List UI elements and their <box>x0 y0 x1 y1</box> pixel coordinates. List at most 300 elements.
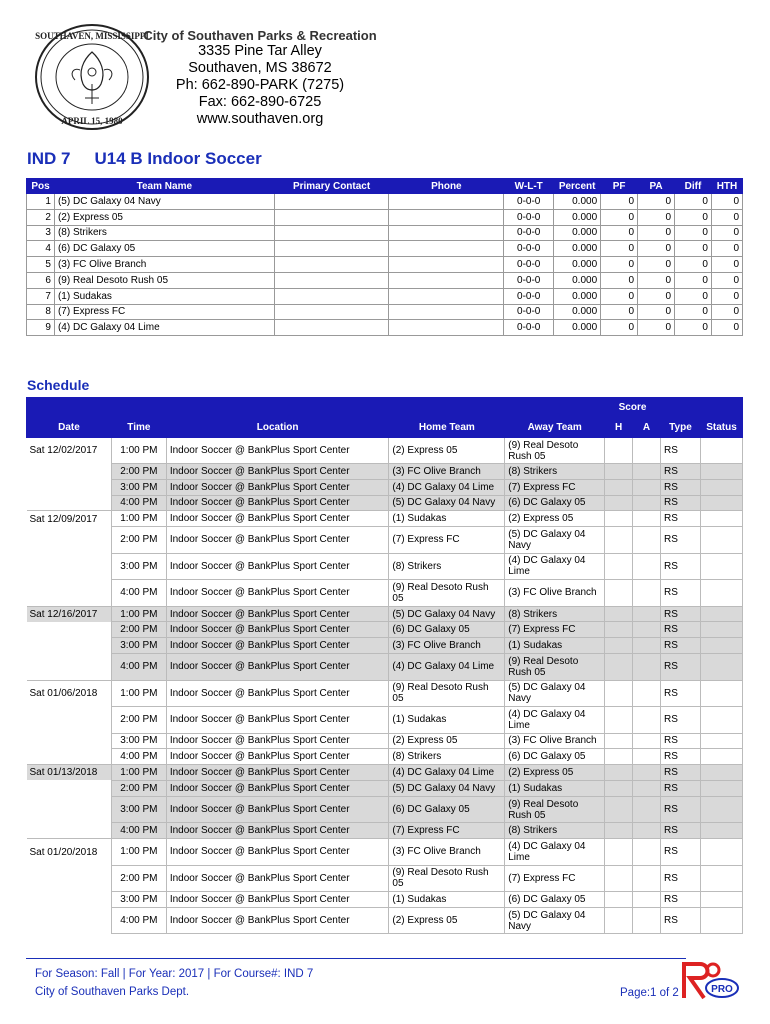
schedule-cell-status <box>700 638 742 654</box>
standings-cell-hth: 0 <box>711 272 742 288</box>
standings-cell-diff: 0 <box>675 272 712 288</box>
schedule-col-status: Status <box>700 418 742 438</box>
standings-col-diff: Diff <box>675 179 712 194</box>
schedule-cell-location: Indoor Soccer @ BankPlus Sport Center <box>166 622 389 638</box>
org-fax: Fax: 662-890-6725 <box>198 94 322 110</box>
schedule-row <box>27 511 743 527</box>
standings-cell-pos: 8 <box>27 304 55 320</box>
standings-cell-pos: 9 <box>27 320 55 336</box>
standings-cell-phone <box>389 288 504 304</box>
schedule-cell-home-team: (5) DC Galaxy 04 Navy <box>389 780 505 796</box>
schedule-cell-home-score <box>605 680 633 707</box>
schedule-cell-away-score <box>633 765 661 781</box>
standings-cell-diff: 0 <box>675 209 712 225</box>
schedule-cell-status <box>700 527 742 554</box>
standings-cell-phone <box>389 194 504 210</box>
schedule-cell-location: Indoor Soccer @ BankPlus Sport Center <box>166 796 389 823</box>
schedule-cell-location: Indoor Soccer @ BankPlus Sport Center <box>166 765 389 781</box>
schedule-cell-home-team: (1) Sudakas <box>389 511 505 527</box>
schedule-cell-away-team: (7) Express FC <box>505 479 605 495</box>
schedule-cell-time: 3:00 PM <box>111 479 166 495</box>
schedule-cell-location: Indoor Soccer @ BankPlus Sport Center <box>166 654 389 681</box>
standings-cell-pos: 1 <box>27 194 55 210</box>
standings-cell-team: (4) DC Galaxy 04 Lime <box>54 320 274 336</box>
schedule-cell-status <box>700 707 742 734</box>
schedule-cell-status <box>700 479 742 495</box>
schedule-cell-type: RS <box>661 733 701 749</box>
schedule-cell-time: 2:00 PM <box>111 464 166 480</box>
standings-cell-contact <box>274 320 389 336</box>
standings-row <box>27 288 743 304</box>
schedule-cell-status <box>700 606 742 622</box>
standings-cell-pa: 0 <box>638 257 675 273</box>
schedule-cell-date <box>27 865 112 892</box>
svg-text:SOUTHAVEN, MISSISSIPPI: SOUTHAVEN, MISSISSIPPI <box>35 31 149 41</box>
standings-cell-pos: 6 <box>27 272 55 288</box>
standings-cell-diff: 0 <box>675 304 712 320</box>
schedule-cell-date <box>27 907 112 934</box>
standings-row <box>27 241 743 257</box>
schedule-cell-home-score <box>605 511 633 527</box>
standings-cell-phone <box>389 257 504 273</box>
schedule-cell-status <box>700 749 742 765</box>
standings-cell-pa: 0 <box>638 320 675 336</box>
schedule-cell-home-score <box>605 438 633 464</box>
schedule-cell-home-team: (9) Real Desoto Rush 05 <box>389 580 505 607</box>
schedule-cell-away-team: (7) Express FC <box>505 865 605 892</box>
schedule-cell-away-team: (1) Sudakas <box>505 638 605 654</box>
schedule-col-time: Time <box>111 418 166 438</box>
standings-cell-pct: 0.000 <box>554 304 601 320</box>
schedule-cell-time: 1:00 PM <box>111 839 166 866</box>
standings-cell-pct: 0.000 <box>554 257 601 273</box>
standings-row <box>27 257 743 273</box>
standings-cell-pa: 0 <box>638 225 675 241</box>
org-address: 3335 Pine Tar Alley <box>198 43 322 59</box>
schedule-cell-home-team: (5) DC Galaxy 04 Navy <box>389 606 505 622</box>
schedule-cell-status <box>700 580 742 607</box>
schedule-cell-time: 4:00 PM <box>111 823 166 839</box>
standings-cell-wlt: 0-0-0 <box>504 257 554 273</box>
schedule-cell-type: RS <box>661 839 701 866</box>
schedule-cell-date <box>27 638 112 654</box>
standings-cell-pf: 0 <box>601 225 638 241</box>
course-name: U14 B Indoor Soccer <box>94 149 262 168</box>
schedule-cell-home-score <box>605 796 633 823</box>
schedule-cell-status <box>700 796 742 823</box>
schedule-cell-status <box>700 907 742 934</box>
schedule-cell-away-score <box>633 733 661 749</box>
schedule-cell-home-team: (6) DC Galaxy 05 <box>389 796 505 823</box>
schedule-cell-home-team: (7) Express FC <box>389 823 505 839</box>
rc-pro-logo <box>680 958 740 1000</box>
schedule-cell-away-score <box>633 796 661 823</box>
schedule-cell-home-team: (3) FC Olive Branch <box>389 638 505 654</box>
schedule-cell-home-score <box>605 527 633 554</box>
schedule-cell-status <box>700 892 742 908</box>
standings-cell-hth: 0 <box>711 194 742 210</box>
schedule-cell-away-team: (5) DC Galaxy 04 Navy <box>505 907 605 934</box>
schedule-cell-away-team: (2) Express 05 <box>505 765 605 781</box>
score-header: Score <box>605 398 661 418</box>
standings-col-phone: Phone <box>389 179 504 194</box>
standings-cell-pct: 0.000 <box>554 288 601 304</box>
schedule-cell-time: 4:00 PM <box>111 749 166 765</box>
standings-row <box>27 304 743 320</box>
footer-dept: City of Southaven Parks Dept. <box>35 986 190 998</box>
schedule-col-home-team: Home Team <box>389 418 505 438</box>
standings-cell-team: (6) DC Galaxy 05 <box>54 241 274 257</box>
schedule-col-location: Location <box>166 418 389 438</box>
schedule-cell-type: RS <box>661 796 701 823</box>
standings-cell-pf: 0 <box>601 241 638 257</box>
schedule-cell-home-score <box>605 839 633 866</box>
schedule-cell-away-team: (5) DC Galaxy 04 Navy <box>505 527 605 554</box>
standings-cell-phone <box>389 225 504 241</box>
schedule-cell-away-team: (4) DC Galaxy 04 Lime <box>505 707 605 734</box>
schedule-row <box>27 606 743 622</box>
schedule-cell-away-score <box>633 479 661 495</box>
standings-cell-pct: 0.000 <box>554 241 601 257</box>
standings-cell-team: (5) DC Galaxy 04 Navy <box>54 194 274 210</box>
standings-cell-wlt: 0-0-0 <box>504 209 554 225</box>
standings-cell-pf: 0 <box>601 320 638 336</box>
standings-table <box>26 178 743 336</box>
schedule-cell-status <box>700 823 742 839</box>
schedule-cell-status <box>700 680 742 707</box>
schedule-cell-home-score <box>605 733 633 749</box>
standings-cell-pct: 0.000 <box>554 225 601 241</box>
standings-cell-diff: 0 <box>675 320 712 336</box>
standings-cell-contact <box>274 304 389 320</box>
schedule-cell-type: RS <box>661 580 701 607</box>
schedule-row <box>27 464 743 480</box>
schedule-cell-type: RS <box>661 464 701 480</box>
standings-header-row <box>27 179 743 194</box>
standings-cell-pa: 0 <box>638 194 675 210</box>
schedule-cell-away-team: (4) DC Galaxy 04 Lime <box>505 839 605 866</box>
schedule-row <box>27 892 743 908</box>
schedule-row <box>27 733 743 749</box>
schedule-cell-location: Indoor Soccer @ BankPlus Sport Center <box>166 495 389 511</box>
standings-cell-hth: 0 <box>711 241 742 257</box>
standings-cell-contact <box>274 288 389 304</box>
standings-row <box>27 209 743 225</box>
schedule-cell-status <box>700 464 742 480</box>
schedule-cell-date: Sat 01/20/2018 <box>27 839 112 866</box>
schedule-cell-time: 2:00 PM <box>111 622 166 638</box>
schedule-cell-away-score <box>633 527 661 554</box>
schedule-cell-away-team: (9) Real Desoto Rush 05 <box>505 438 605 464</box>
schedule-cell-home-team: (5) DC Galaxy 04 Navy <box>389 495 505 511</box>
schedule-cell-away-team: (3) FC Olive Branch <box>505 733 605 749</box>
schedule-cell-type: RS <box>661 680 701 707</box>
standings-cell-pos: 5 <box>27 257 55 273</box>
schedule-cell-location: Indoor Soccer @ BankPlus Sport Center <box>166 680 389 707</box>
schedule-cell-date <box>27 622 112 638</box>
schedule-cell-home-score <box>605 780 633 796</box>
schedule-cell-location: Indoor Soccer @ BankPlus Sport Center <box>166 733 389 749</box>
schedule-cell-type: RS <box>661 765 701 781</box>
schedule-row <box>27 865 743 892</box>
org-header <box>110 28 410 128</box>
schedule-cell-type: RS <box>661 823 701 839</box>
schedule-row <box>27 823 743 839</box>
schedule-table <box>26 397 743 934</box>
schedule-cell-away-team: (8) Strikers <box>505 606 605 622</box>
schedule-cell-home-score <box>605 707 633 734</box>
standings-cell-pf: 0 <box>601 257 638 273</box>
schedule-cell-type: RS <box>661 495 701 511</box>
standings-cell-contact <box>274 194 389 210</box>
standings-cell-hth: 0 <box>711 288 742 304</box>
standings-cell-pf: 0 <box>601 272 638 288</box>
schedule-cell-date: Sat 12/02/2017 <box>27 438 112 464</box>
standings-cell-wlt: 0-0-0 <box>504 320 554 336</box>
schedule-cell-location: Indoor Soccer @ BankPlus Sport Center <box>166 907 389 934</box>
schedule-row <box>27 438 743 464</box>
org-website: www.southaven.org <box>196 111 324 127</box>
standings-cell-team: (3) FC Olive Branch <box>54 257 274 273</box>
schedule-row <box>27 796 743 823</box>
standings-col-w-l-t: W-L-T <box>504 179 554 194</box>
schedule-cell-date <box>27 892 112 908</box>
schedule-cell-time: 4:00 PM <box>111 495 166 511</box>
standings-cell-pos: 4 <box>27 241 55 257</box>
schedule-cell-date <box>27 479 112 495</box>
schedule-cell-date <box>27 796 112 823</box>
schedule-cell-away-score <box>633 707 661 734</box>
schedule-cell-date <box>27 707 112 734</box>
schedule-cell-away-score <box>633 606 661 622</box>
standings-cell-phone <box>389 241 504 257</box>
schedule-cell-status <box>700 839 742 866</box>
schedule-cell-date <box>27 823 112 839</box>
schedule-cell-home-team: (4) DC Galaxy 04 Lime <box>389 479 505 495</box>
schedule-cell-away-team: (9) Real Desoto Rush 05 <box>505 796 605 823</box>
schedule-cell-type: RS <box>661 654 701 681</box>
schedule-row <box>27 638 743 654</box>
standings-row <box>27 225 743 241</box>
schedule-cell-home-score <box>605 479 633 495</box>
schedule-cell-type: RS <box>661 780 701 796</box>
standings-cell-contact <box>274 209 389 225</box>
svg-text:PRO: PRO <box>711 984 733 995</box>
schedule-cell-status <box>700 765 742 781</box>
schedule-cell-away-team: (6) DC Galaxy 05 <box>505 749 605 765</box>
org-name: City of Southaven Parks & Recreation <box>143 28 377 43</box>
standings-cell-hth: 0 <box>711 320 742 336</box>
schedule-cell-away-score <box>633 438 661 464</box>
schedule-cell-location: Indoor Soccer @ BankPlus Sport Center <box>166 749 389 765</box>
schedule-cell-home-team: (4) DC Galaxy 04 Lime <box>389 654 505 681</box>
schedule-row <box>27 527 743 554</box>
standings-cell-pa: 0 <box>638 241 675 257</box>
schedule-cell-away-team: (1) Sudakas <box>505 780 605 796</box>
schedule-cell-home-team: (4) DC Galaxy 04 Lime <box>389 765 505 781</box>
schedule-cell-location: Indoor Soccer @ BankPlus Sport Center <box>166 780 389 796</box>
schedule-col-date: Date <box>27 418 112 438</box>
schedule-cell-location: Indoor Soccer @ BankPlus Sport Center <box>166 527 389 554</box>
schedule-cell-type: RS <box>661 479 701 495</box>
standings-cell-phone <box>389 320 504 336</box>
schedule-cell-home-team: (2) Express 05 <box>389 438 505 464</box>
schedule-cell-location: Indoor Soccer @ BankPlus Sport Center <box>166 553 389 580</box>
schedule-cell-home-score <box>605 580 633 607</box>
standings-cell-wlt: 0-0-0 <box>504 225 554 241</box>
schedule-cell-date <box>27 580 112 607</box>
schedule-cell-location: Indoor Soccer @ BankPlus Sport Center <box>166 606 389 622</box>
schedule-cell-date <box>27 749 112 765</box>
standings-cell-pa: 0 <box>638 304 675 320</box>
standings-cell-pa: 0 <box>638 272 675 288</box>
schedule-cell-location: Indoor Soccer @ BankPlus Sport Center <box>166 839 389 866</box>
schedule-cell-home-score <box>605 654 633 681</box>
schedule-cell-time: 1:00 PM <box>111 438 166 464</box>
schedule-cell-away-score <box>633 680 661 707</box>
schedule-cell-time: 4:00 PM <box>111 907 166 934</box>
schedule-cell-away-score <box>633 865 661 892</box>
standings-cell-diff: 0 <box>675 288 712 304</box>
standings-row <box>27 194 743 210</box>
schedule-col-type: Type <box>661 418 701 438</box>
page-number: Page:1 of 2 <box>620 987 679 999</box>
schedule-cell-time: 1:00 PM <box>111 511 166 527</box>
schedule-cell-type: RS <box>661 606 701 622</box>
schedule-header-row <box>27 418 743 438</box>
standings-cell-pf: 0 <box>601 194 638 210</box>
schedule-cell-time: 1:00 PM <box>111 680 166 707</box>
schedule-cell-date <box>27 527 112 554</box>
schedule-cell-home-score <box>605 495 633 511</box>
standings-cell-team: (1) Sudakas <box>54 288 274 304</box>
schedule-cell-location: Indoor Soccer @ BankPlus Sport Center <box>166 464 389 480</box>
schedule-cell-home-team: (1) Sudakas <box>389 892 505 908</box>
schedule-cell-status <box>700 553 742 580</box>
standings-cell-team: (2) Express 05 <box>54 209 274 225</box>
schedule-cell-away-score <box>633 638 661 654</box>
schedule-score-row <box>27 398 743 418</box>
schedule-cell-away-score <box>633 892 661 908</box>
standings-cell-team: (7) Express FC <box>54 304 274 320</box>
schedule-row <box>27 839 743 866</box>
schedule-cell-status <box>700 511 742 527</box>
schedule-cell-status <box>700 780 742 796</box>
schedule-cell-type: RS <box>661 438 701 464</box>
schedule-cell-type: RS <box>661 865 701 892</box>
schedule-cell-home-score <box>605 823 633 839</box>
standings-col-team-name: Team Name <box>54 179 274 194</box>
schedule-cell-home-score <box>605 638 633 654</box>
schedule-cell-away-score <box>633 495 661 511</box>
schedule-row <box>27 495 743 511</box>
standings-cell-diff: 0 <box>675 257 712 273</box>
schedule-cell-away-score <box>633 622 661 638</box>
schedule-cell-home-team: (9) Real Desoto Rush 05 <box>389 865 505 892</box>
standings-cell-pf: 0 <box>601 288 638 304</box>
schedule-cell-away-team: (2) Express 05 <box>505 511 605 527</box>
schedule-cell-date <box>27 495 112 511</box>
standings-cell-diff: 0 <box>675 225 712 241</box>
schedule-cell-status <box>700 622 742 638</box>
schedule-cell-away-score <box>633 823 661 839</box>
schedule-cell-time: 2:00 PM <box>111 865 166 892</box>
standings-col-percent: Percent <box>554 179 601 194</box>
footer-season-line: For Season: Fall | For Year: 2017 | For Course#: IND 7 <box>35 968 314 980</box>
standings-cell-wlt: 0-0-0 <box>504 194 554 210</box>
schedule-cell-home-score <box>605 464 633 480</box>
standings-col-pa: PA <box>638 179 675 194</box>
schedule-cell-away-score <box>633 749 661 765</box>
schedule-row <box>27 553 743 580</box>
schedule-cell-type: RS <box>661 622 701 638</box>
schedule-row <box>27 707 743 734</box>
schedule-cell-home-score <box>605 749 633 765</box>
schedule-cell-date <box>27 464 112 480</box>
standings-cell-contact <box>274 241 389 257</box>
schedule-row <box>27 479 743 495</box>
standings-cell-contact <box>274 272 389 288</box>
schedule-cell-away-team: (8) Strikers <box>505 464 605 480</box>
schedule-cell-location: Indoor Soccer @ BankPlus Sport Center <box>166 511 389 527</box>
standings-cell-pct: 0.000 <box>554 209 601 225</box>
schedule-cell-date <box>27 780 112 796</box>
schedule-cell-home-team: (6) DC Galaxy 05 <box>389 622 505 638</box>
standings-cell-pos: 7 <box>27 288 55 304</box>
standings-row <box>27 272 743 288</box>
schedule-cell-date: Sat 12/16/2017 <box>27 606 112 622</box>
schedule-col-h: H <box>605 418 633 438</box>
schedule-cell-type: RS <box>661 707 701 734</box>
schedule-col-away-team: Away Team <box>505 418 605 438</box>
standings-cell-wlt: 0-0-0 <box>504 241 554 257</box>
schedule-cell-home-team: (3) FC Olive Branch <box>389 839 505 866</box>
schedule-cell-time: 3:00 PM <box>111 553 166 580</box>
schedule-cell-home-team: (9) Real Desoto Rush 05 <box>389 680 505 707</box>
schedule-cell-time: 2:00 PM <box>111 527 166 554</box>
standings-cell-pf: 0 <box>601 304 638 320</box>
schedule-cell-away-team: (6) DC Galaxy 05 <box>505 495 605 511</box>
standings-cell-hth: 0 <box>711 225 742 241</box>
schedule-cell-time: 3:00 PM <box>111 892 166 908</box>
standings-cell-pf: 0 <box>601 209 638 225</box>
schedule-cell-time: 3:00 PM <box>111 638 166 654</box>
schedule-cell-away-score <box>633 907 661 934</box>
standings-cell-pa: 0 <box>638 209 675 225</box>
schedule-cell-type: RS <box>661 907 701 934</box>
schedule-row <box>27 749 743 765</box>
schedule-cell-away-score <box>633 580 661 607</box>
schedule-cell-date <box>27 733 112 749</box>
schedule-cell-away-score <box>633 780 661 796</box>
schedule-cell-time: 1:00 PM <box>111 606 166 622</box>
standings-cell-phone <box>389 272 504 288</box>
schedule-cell-location: Indoor Soccer @ BankPlus Sport Center <box>166 580 389 607</box>
schedule-cell-type: RS <box>661 749 701 765</box>
schedule-cell-time: 2:00 PM <box>111 707 166 734</box>
schedule-row <box>27 680 743 707</box>
schedule-cell-date: Sat 12/09/2017 <box>27 511 112 527</box>
standings-cell-pa: 0 <box>638 288 675 304</box>
schedule-cell-away-team: (8) Strikers <box>505 823 605 839</box>
schedule-cell-home-team: (3) FC Olive Branch <box>389 464 505 480</box>
schedule-cell-home-score <box>605 892 633 908</box>
schedule-cell-date <box>27 654 112 681</box>
schedule-cell-status <box>700 438 742 464</box>
svg-text:APRIL 15, 1980: APRIL 15, 1980 <box>61 116 123 126</box>
schedule-cell-home-team: (8) Strikers <box>389 749 505 765</box>
standings-cell-pos: 2 <box>27 209 55 225</box>
